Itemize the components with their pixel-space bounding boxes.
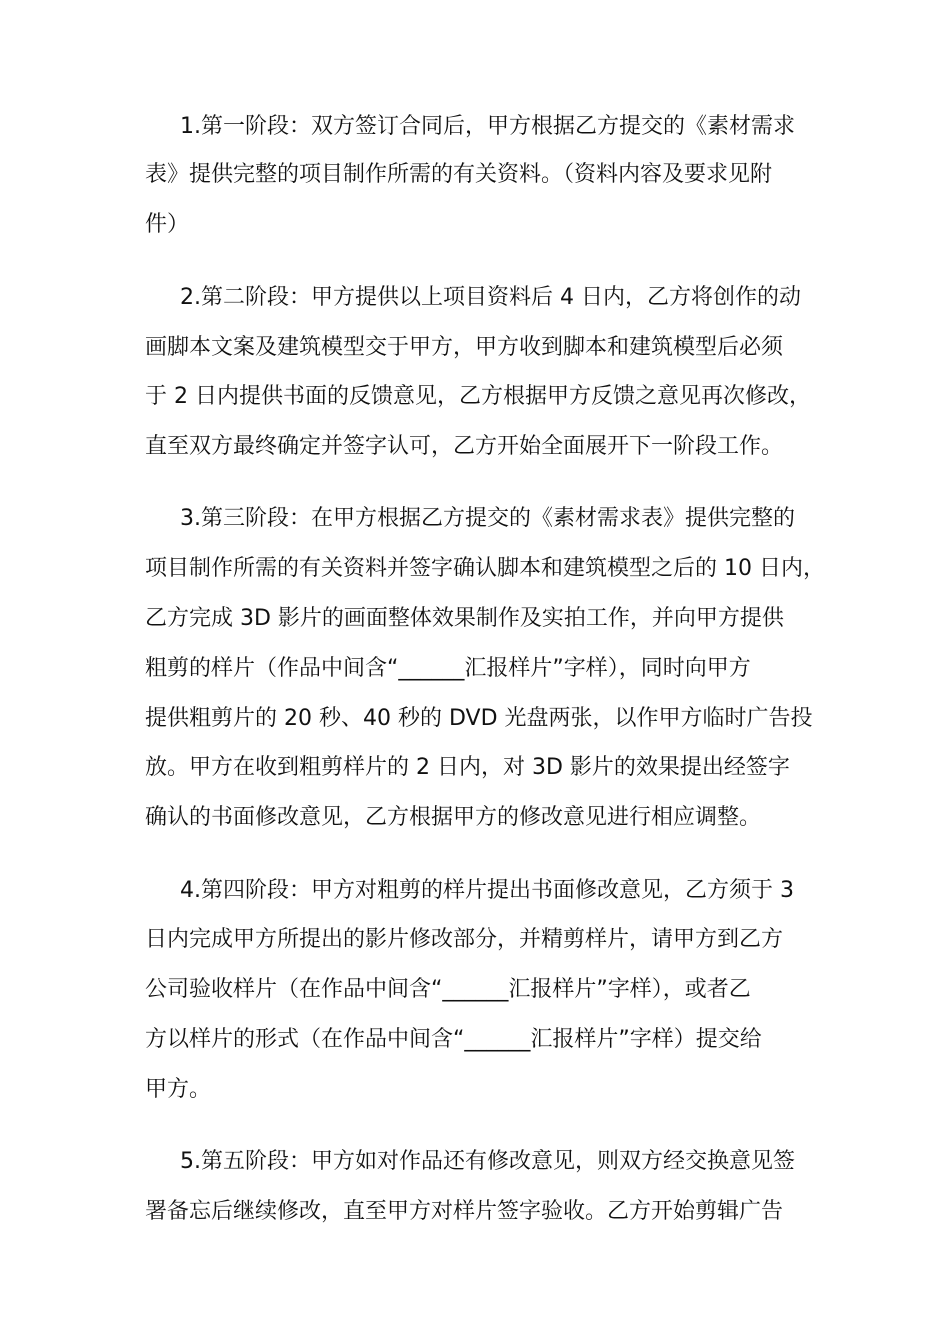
- paragraph-4-line-5: 甲方。: [145, 1077, 212, 1102]
- paragraph-3-line-1: 3.第三阶段：在甲方根据乙方提交的《素材需求表》提供完整的: [180, 506, 795, 531]
- paragraph-4-line-2: 日内完成甲方所提出的影片修改部分，并精剪样片，请甲方到乙方: [145, 927, 784, 952]
- paragraph-2-line-4: 直至双方最终确定并签字认可，乙方开始全面展开下一阶段工作。: [145, 434, 784, 459]
- paragraph-3-line-3: 乙方完成 3D 影片的画面整体效果制作及实拍工作，并向甲方提供: [145, 606, 784, 631]
- paragraph-1-line-3: 件）: [145, 212, 190, 237]
- paragraph-2-line-3: 于 2 日内提供书面的反馈意见，乙方根据甲方反馈之意见再次修改，: [145, 384, 811, 409]
- paragraph-2-line-2: 画脚本文案及建筑模型交于甲方，甲方收到脚本和建筑模型后必须: [145, 335, 784, 360]
- paragraph-5-line-1: 5.第五阶段：甲方如对作品还有修改意见，则双方经交换意见签: [180, 1149, 795, 1174]
- paragraph-4-line-4: 方以样片的形式（在作品中间含“______汇报样片”字样）提交给: [145, 1027, 762, 1052]
- paragraph-3-line-6: 放。甲方在收到粗剪样片的 2 日内，对 3D 影片的效果提出经签字: [145, 755, 790, 780]
- paragraph-1-line-1: 1.第一阶段：双方签订合同后，甲方根据乙方提交的《素材需求: [180, 114, 795, 139]
- paragraph-2-line-1: 2.第二阶段：甲方提供以上项目资料后 4 日内，乙方将创作的动: [180, 285, 801, 310]
- paragraph-4-line-3: 公司验收样片（在作品中间含“______汇报样片”字样），或者乙: [145, 977, 751, 1002]
- paragraph-3-line-5: 提供粗剪片的 20 秒、40 秒的 DVD 光盘两张，以作甲方临时广告投: [145, 706, 813, 731]
- paragraph-1-line-2: 表》提供完整的项目制作所需的有关资料。（资料内容及要求见附: [145, 162, 773, 187]
- paragraph-3-line-2: 项目制作所需的有关资料并签字确认脚本和建筑模型之后的 10 日内，: [145, 556, 825, 581]
- paragraph-5-line-2: 署备忘后继续修改，直至甲方对样片签字验收。乙方开始剪辑广告: [145, 1199, 784, 1224]
- paragraph-4-line-1: 4.第四阶段：甲方对粗剪的样片提出书面修改意见，乙方须于 3: [180, 878, 794, 903]
- paragraph-3-line-4: 粗剪的样片（作品中间含“______汇报样片”字样），同时向甲方: [145, 656, 751, 681]
- paragraph-3-line-7: 确认的书面修改意见，乙方根据甲方的修改意见进行相应调整。: [145, 805, 762, 830]
